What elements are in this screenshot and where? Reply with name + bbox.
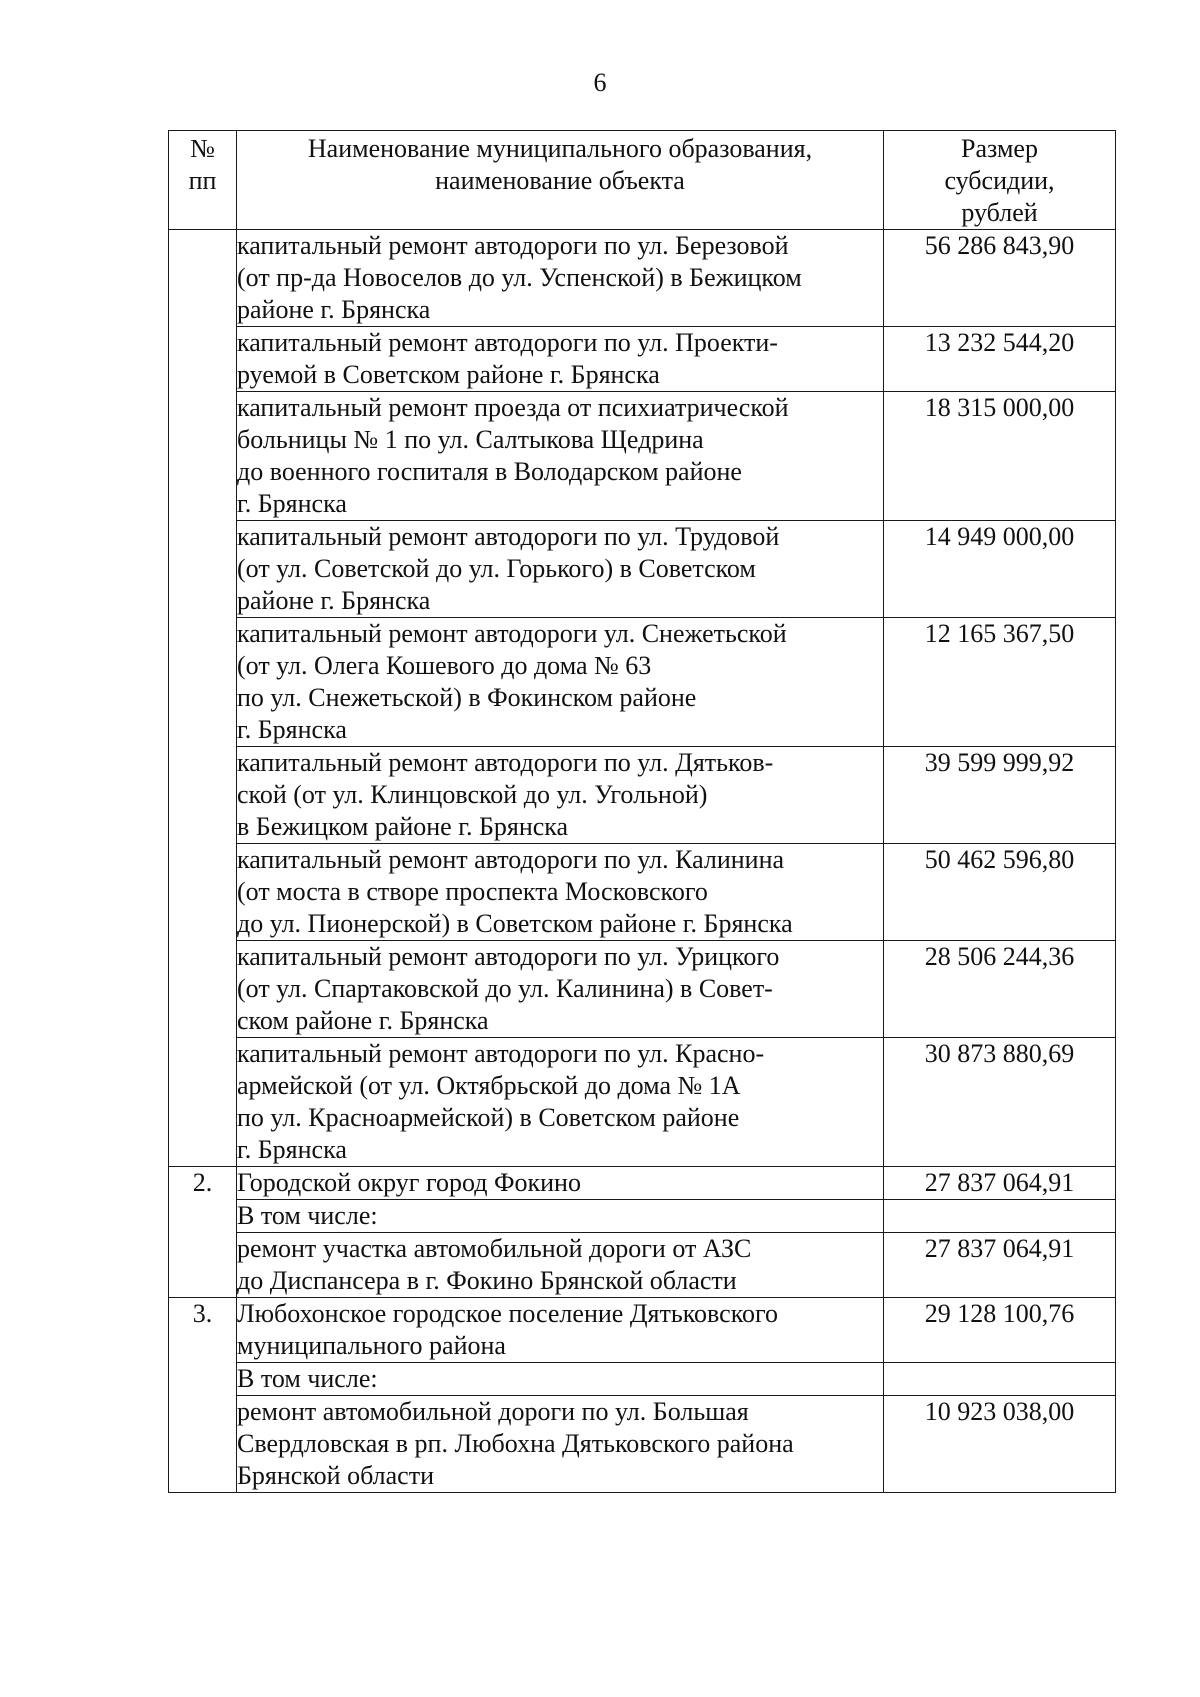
table-row — [169, 618, 1116, 747]
header-amount-line: субсидии, — [944, 166, 1055, 195]
row-name-line: капитальный ремонт автодороги ул. Снежетьской — [237, 619, 787, 648]
row-name — [237, 327, 884, 392]
row-name-line: до Диспансера в г. Фокино Брянской области — [237, 1266, 737, 1295]
row-name-line: в Бежицком районе г. Брянска — [237, 812, 569, 841]
row-name-line: капитальный ремонт автодороги по ул. Урицкого — [237, 942, 780, 971]
table-row — [169, 747, 1116, 844]
header-name — [237, 131, 884, 230]
table-row — [169, 1363, 1116, 1396]
table-row — [169, 521, 1116, 618]
row-name-line: Брянской области — [237, 1461, 434, 1490]
table-row — [169, 1167, 1116, 1200]
row-number — [169, 1038, 237, 1167]
header-name-line: Наименование муниципального образования, — [307, 134, 813, 163]
row-name — [237, 1233, 884, 1298]
row-amount: 12 165 367,50 — [884, 618, 1116, 747]
row-name-line: по ул. Снежетьской) в Фокинском районе — [237, 683, 697, 712]
row-amount: 29 128 100,76 — [884, 1298, 1116, 1363]
row-number: 2. — [169, 1167, 237, 1200]
row-name-line: В том числе: — [237, 1364, 378, 1393]
row-name-line: капитальный ремонт автодороги по ул. Проекти- — [237, 328, 778, 357]
row-name — [237, 1200, 884, 1233]
row-name — [237, 1038, 884, 1167]
row-name-line: районе г. Брянска — [237, 295, 431, 324]
table-row — [169, 844, 1116, 941]
header-num-symbol: № — [190, 134, 215, 163]
table-row — [169, 941, 1116, 1038]
row-number — [169, 521, 237, 618]
table-row — [169, 1200, 1116, 1233]
header-amount — [884, 131, 1116, 230]
row-number — [169, 618, 237, 747]
row-name-line: ремонт автомобильной дороги по ул. Большая — [237, 1397, 749, 1426]
row-amount — [884, 1363, 1116, 1396]
row-name-line: Городской округ город Фокино — [237, 1168, 581, 1197]
subsidy-table — [168, 130, 1116, 1493]
row-name-line: капитальный ремонт проезда от психиатрической — [237, 393, 789, 422]
page-number: 6 — [593, 68, 607, 97]
row-number — [169, 1233, 237, 1298]
row-name — [237, 521, 884, 618]
table-row — [169, 327, 1116, 392]
row-amount: 14 949 000,00 — [884, 521, 1116, 618]
row-number — [169, 327, 237, 392]
table-row — [169, 392, 1116, 521]
table-row — [169, 1396, 1116, 1493]
row-name-line: г. Брянска — [237, 1135, 347, 1164]
row-name-line: (от ул. Олега Кошевого до дома № 63 — [237, 651, 652, 680]
row-amount: 50 462 596,80 — [884, 844, 1116, 941]
row-name-line: армейской (от ул. Октябрьской до дома № 1А — [237, 1071, 741, 1100]
row-name — [237, 1298, 884, 1363]
row-amount: 18 315 000,00 — [884, 392, 1116, 521]
row-name — [237, 1167, 884, 1200]
row-name-line: до военного госпиталя в Володарском районе — [237, 457, 742, 486]
row-name-line: (от моста в створе проспекта Московского — [237, 877, 708, 906]
header-amount-line: рублей — [961, 198, 1038, 227]
row-number: 3. — [169, 1298, 237, 1363]
row-name-line: ремонт участка автомобильной дороги от АЗС — [237, 1234, 752, 1263]
row-name-line: (от ул. Советской до ул. Горького) в Советском — [237, 554, 756, 583]
row-number — [169, 1396, 237, 1493]
row-name-line: ском районе г. Брянска — [237, 1006, 489, 1035]
row-amount — [884, 1200, 1116, 1233]
row-number — [169, 1363, 237, 1396]
row-name-line: до ул. Пионерской) в Советском районе г. Брянска — [237, 909, 793, 938]
row-name — [237, 230, 884, 327]
header-num — [169, 131, 237, 230]
row-amount: 56 286 843,90 — [884, 230, 1116, 327]
row-amount: 30 873 880,69 — [884, 1038, 1116, 1167]
header-name-line: наименование объекта — [435, 166, 685, 195]
row-number — [169, 747, 237, 844]
row-number — [169, 1200, 237, 1233]
row-amount: 28 506 244,36 — [884, 941, 1116, 1038]
row-number — [169, 230, 237, 327]
row-name-line: больницы № 1 по ул. Салтыкова Щедрина — [237, 425, 704, 454]
row-name-line: Любохонское городское поселение Дятьковского — [237, 1299, 779, 1328]
row-name — [237, 747, 884, 844]
row-name-line: руемой в Советском районе г. Брянска — [237, 360, 660, 389]
row-number — [169, 844, 237, 941]
row-name — [237, 844, 884, 941]
row-name-line: (от пр-да Новоселов до ул. Успенской) в Бежицком — [237, 263, 802, 292]
row-name-line: Свердловская в рп. Любохна Дятьковского района — [237, 1429, 794, 1458]
header-amount-line: Размер — [961, 134, 1038, 163]
row-name-line: капитальный ремонт автодороги по ул. Трудовой — [237, 522, 780, 551]
row-name-line: по ул. Красноармейской) в Советском районе — [237, 1103, 740, 1132]
row-name-line: г. Брянска — [237, 489, 347, 518]
header-num-abbr: пп — [188, 166, 217, 195]
table-body — [169, 230, 1116, 1493]
table-row — [169, 230, 1116, 327]
row-name-line: районе г. Брянска — [237, 586, 431, 615]
row-amount: 39 599 999,92 — [884, 747, 1116, 844]
row-amount: 27 837 064,91 — [884, 1167, 1116, 1200]
row-name — [237, 1396, 884, 1493]
row-name-line: муниципального района — [237, 1331, 506, 1360]
row-name — [237, 1363, 884, 1396]
table-row — [169, 1298, 1116, 1363]
row-name-line: ской (от ул. Клинцовской до ул. Угольной) — [237, 780, 708, 809]
row-number — [169, 392, 237, 521]
row-name-line: капитальный ремонт автодороги по ул. Дятьков- — [237, 748, 774, 777]
row-amount: 27 837 064,91 — [884, 1233, 1116, 1298]
row-name-line: (от ул. Спартаковской до ул. Калинина) в Совет- — [237, 974, 773, 1003]
row-name-line: капитальный ремонт автодороги по ул. Березовой — [237, 231, 789, 260]
row-amount: 10 923 038,00 — [884, 1396, 1116, 1493]
row-name — [237, 392, 884, 521]
row-amount: 13 232 544,20 — [884, 327, 1116, 392]
row-name-line: капитальный ремонт автодороги по ул. Красно- — [237, 1039, 765, 1068]
table-row — [169, 1233, 1116, 1298]
row-name — [237, 941, 884, 1038]
row-number — [169, 941, 237, 1038]
row-name-line: В том числе: — [237, 1201, 378, 1230]
row-name-line: г. Брянска — [237, 715, 347, 744]
row-name — [237, 618, 884, 747]
table-row — [169, 1038, 1116, 1167]
table-header-row — [169, 131, 1116, 230]
row-name-line: капитальный ремонт автодороги по ул. Калинина — [237, 845, 785, 874]
